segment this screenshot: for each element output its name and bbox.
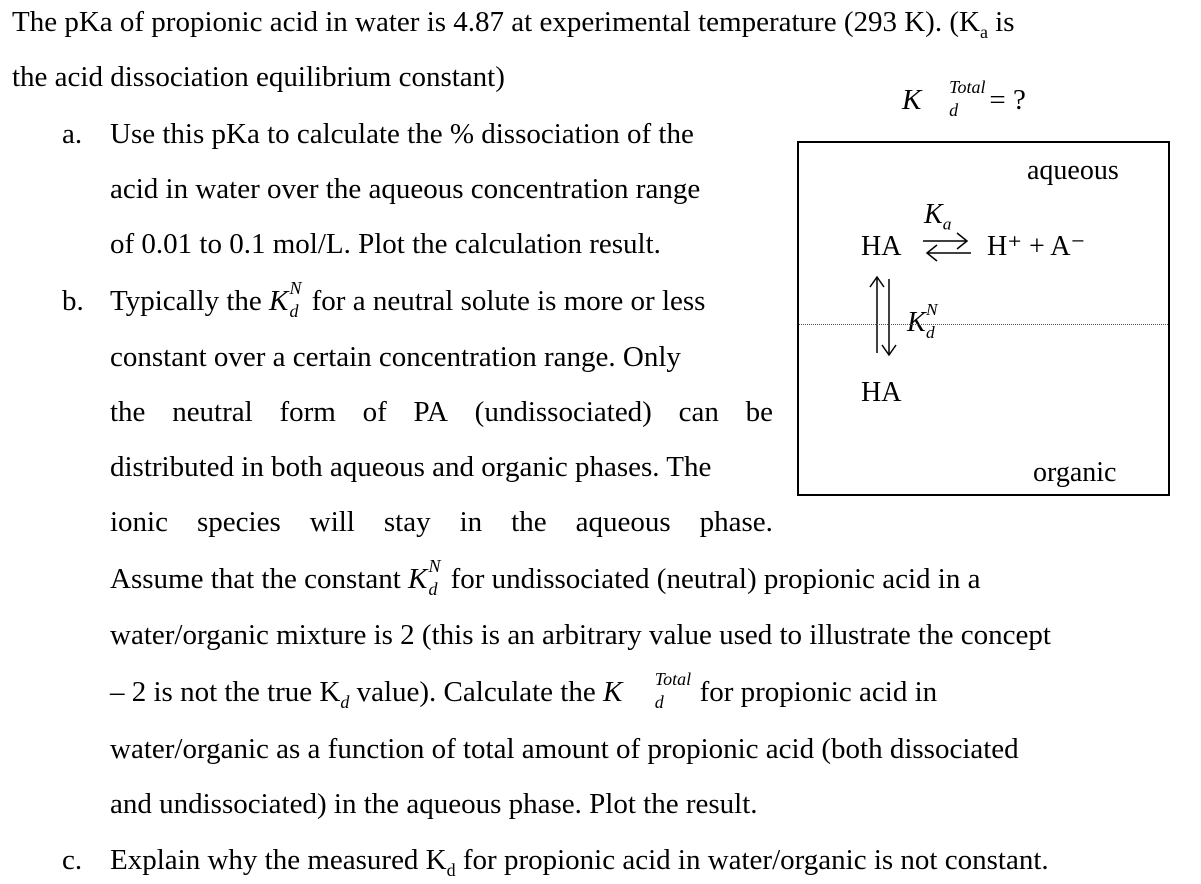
aqueous-label: aqueous [1027,155,1119,186]
phase-boundary [799,324,1168,325]
equilibrium-arrows-icon [917,227,977,267]
products-label: H⁺ + A⁻ [987,231,1086,262]
part-b-line-7: water/organic mixture is 2 (this is an arbitrary value used to illustrate the concept [110,619,1051,651]
part-c-marker: c. [62,844,83,876]
part-b-line-5: ionic species will stay in the aqueous phase. [110,506,773,538]
ha-aqueous-label: HA [861,231,902,262]
part-a-line-2: acid in water over the aqueous concentration range [110,173,701,205]
kd-n-diagram-label: K N d [907,300,938,342]
organic-label: organic [1033,457,1117,488]
part-b-line-9: water/organic as a function of total amount of propionic acid (both dissociated [110,733,1019,765]
part-b-line-2: constant over a certain concentration range. Only [110,341,681,373]
part-b-line-10: and undissociated) in the aqueous phase. Plot the result. [110,788,758,820]
kd-total-equation: K Total d = ? [902,77,1026,120]
part-c-line-1: Explain why the measured $K_d$ for propionic acid in water/organic is not constant. [110,844,1049,880]
part-b-line-4: distributed in both aqueous and organic phases. The [110,451,712,483]
part-a-line-3: of 0.01 to 0.1 mol/L. Plot the calculation result. [110,228,661,260]
intro-line-1: The pKa of propionic acid in water is 4.87 at experimental temperature (293 K). ($K_a$ is [12,6,1015,42]
kd-n-symbol: K N d [269,278,302,321]
part-b-line-3: the neutral form of PA (undissociated) can be [110,396,773,428]
partition-arrows-icon [867,271,903,361]
part-a-line-1: Use this pKa to calculate the % dissociation of the [110,118,694,150]
part-a-marker: a. [62,118,83,150]
ka-label: $K_a$ [924,199,952,234]
kd-total-symbol: K Total d [902,77,986,120]
phase-diagram [797,141,1170,496]
ha-organic-label: HA [861,377,902,408]
part-b-marker: b. [62,285,84,317]
kd-total-symbol: K Total d [602,669,692,712]
kd-n-symbol: K N d [408,556,441,599]
part-b-line-6: Assume that the constant K N d for undissociated (neutral) propionic acid in a [110,556,981,599]
intro-line-2: the acid dissociation equilibrium constant) [12,61,505,93]
part-b-line-8: – 2 is not the true $K_d$ value). Calculate the K Total d for propionic acid in [110,669,938,712]
part-b-line-1: Typically the K N d for a neutral solute is more or less [110,278,706,321]
